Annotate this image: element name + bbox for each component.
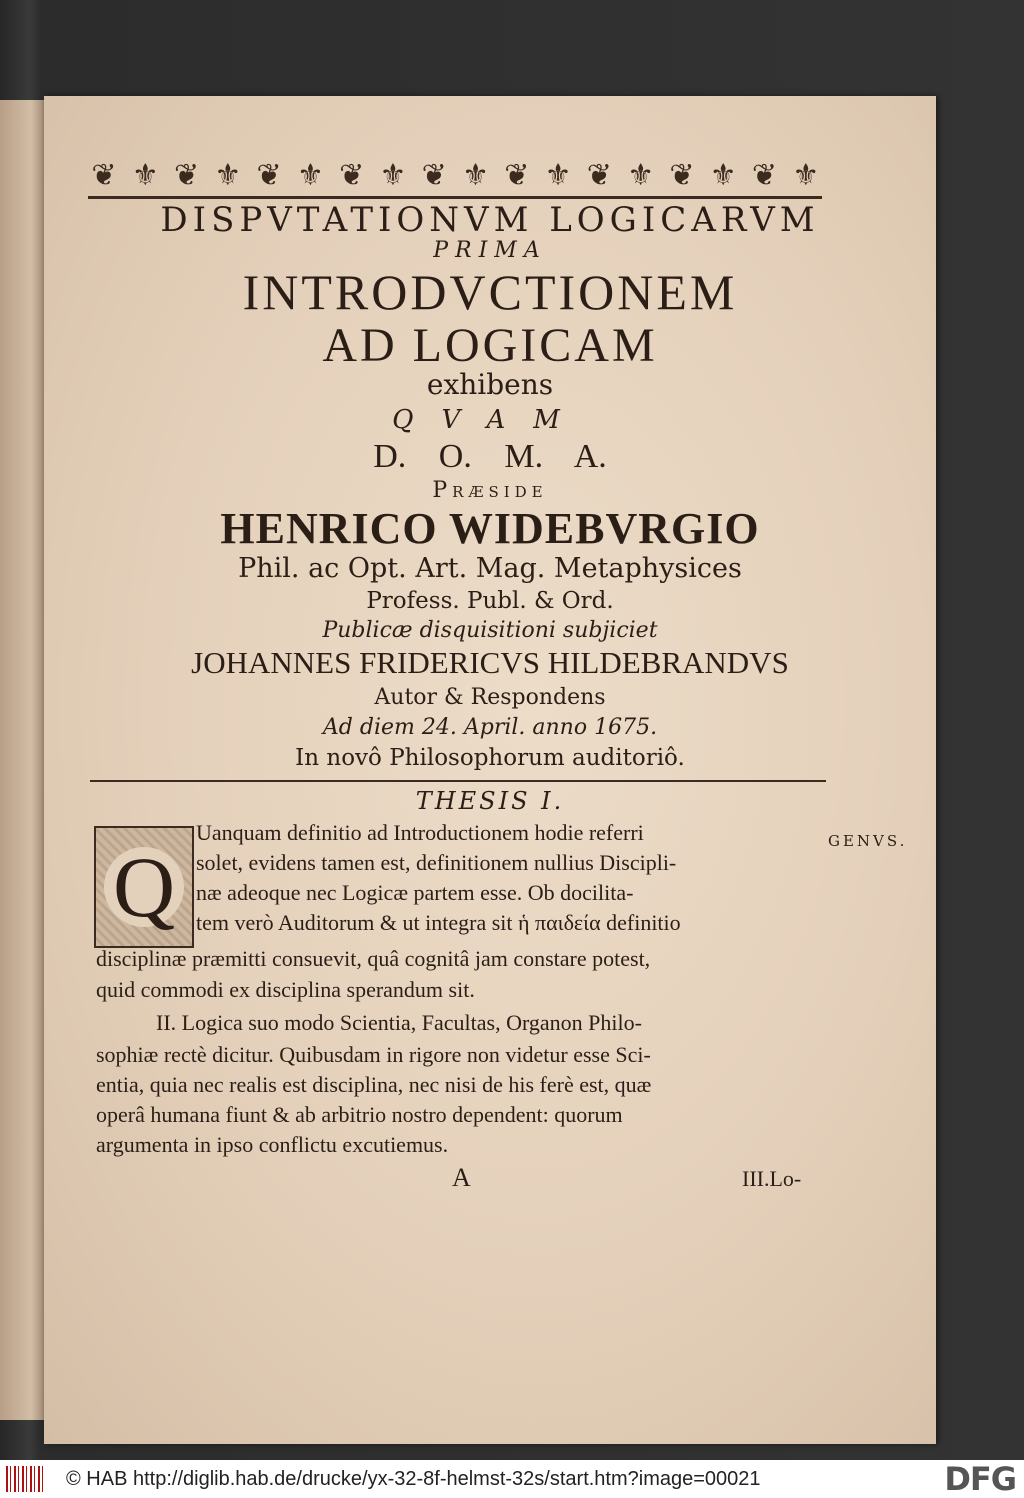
previous-page-edge [0, 100, 44, 1420]
signature-mark: A [452, 1163, 471, 1192]
ornament-border [88, 140, 822, 199]
decorated-initial [94, 826, 194, 948]
fleuron-icon: ❦ [256, 158, 282, 193]
fleuron-icon: ❦ [751, 158, 778, 193]
fleuron-icon: ⚜ [544, 158, 572, 193]
title-line-5: exhibens [426, 368, 554, 401]
president-name: HENRICO WIDEBVRGIO [220, 504, 760, 553]
text-line: entia, quia nec realis est disciplina, nec nisi de his ferè est, quæ [96, 1072, 652, 1097]
title-line-1: DISPVTATIONVM LOGICARVM [160, 200, 820, 240]
fleuron-icon: ⚜ [296, 158, 324, 193]
subject-line: Publicæ disquisitioni subjiciet [322, 618, 658, 643]
thesis-heading: THESIS I. [415, 787, 565, 815]
date-line: Ad diem 24. April. anno 1675. [322, 715, 658, 740]
text-line: disciplinæ præmitti consuevit, quâ cognitâ jam constare potest, [96, 946, 651, 971]
president-title: Phil. ac Opt. Art. Mag. Metaphysices [238, 553, 742, 584]
title-line-6: QVAM [392, 405, 588, 435]
text-line: operâ humana fiunt & ab arbitrio nostro dependent: quorum [96, 1102, 623, 1127]
title-line-4: AD LOGICAM [322, 319, 658, 372]
fleuron-icon: ⚜ [462, 158, 489, 193]
text-line: Uanquam definitio ad Introductionem hodie referri [196, 820, 644, 845]
fleuron-icon: ⚜ [709, 158, 737, 193]
fleuron-icon: ❦ [173, 158, 200, 193]
fleuron-icon: ❦ [421, 158, 447, 193]
catchword: III.Lo- [742, 1166, 802, 1191]
margin-note: GENVS. [828, 832, 908, 850]
location-line: In novô Philosophorum auditoriô. [295, 745, 685, 771]
text-line: solet, evidens tamen est, definitionem nullius Discipli- [196, 850, 677, 875]
fleuron-icon: ⚜ [131, 158, 159, 193]
fleuron-icon: ⚜ [627, 158, 655, 193]
text-line: sophiæ rectè dicitur. Quibusdam in rigore non videtur esse Sci- [96, 1042, 651, 1067]
title-line-7: D. O. M. A. [373, 438, 607, 475]
fleuron-icon: ❦ [504, 158, 530, 193]
fleuron-icon: ❦ [669, 158, 695, 193]
fleuron-icon: ⚜ [214, 158, 242, 193]
text-line: II. Logica suo modo Scientia, Facultas, Organon Philo- [156, 1010, 642, 1035]
title-line-2: PRIMA [433, 238, 547, 263]
barcode-icon [6, 1466, 46, 1492]
dfg-logo: DFG [944, 1460, 1016, 1498]
copyright-link[interactable]: © HAB http://diglib.hab.de/drucke/yx-32-8f-helmst-32s/start.htm?image=00021 [66, 1467, 761, 1490]
footer-bar [0, 1460, 1024, 1498]
president-office: Profess. Publ. & Ord. [366, 588, 614, 614]
fleuron-icon: ❦ [91, 158, 117, 193]
text-line: næ adeoque nec Logicæ partem esse. Ob docilita- [196, 880, 634, 905]
initial-letter: Q [104, 847, 184, 927]
fleuron-icon: ⚜ [792, 158, 820, 193]
fleuron-icon: ❦ [586, 158, 612, 193]
respondent-role: Autor & Respondens [374, 685, 606, 710]
text-line: argumenta in ipso conflictu excutiemus. [96, 1132, 449, 1157]
title-line-8: Præside [432, 478, 548, 503]
text-line: quid commodi ex disciplina sperandum sit. [96, 977, 475, 1002]
title-line-3: INTRODVCTIONEM [242, 264, 738, 320]
text-line: tem verò Auditorum & ut integra sit ἡ παιδεία definitio [196, 910, 681, 935]
respondent-name: JOHANNES FRIDERICVS HILDEBRANDVS [191, 645, 789, 680]
fleuron-icon: ⚜ [379, 158, 407, 193]
fleuron-icon: ❦ [339, 158, 365, 193]
divider [90, 780, 826, 782]
